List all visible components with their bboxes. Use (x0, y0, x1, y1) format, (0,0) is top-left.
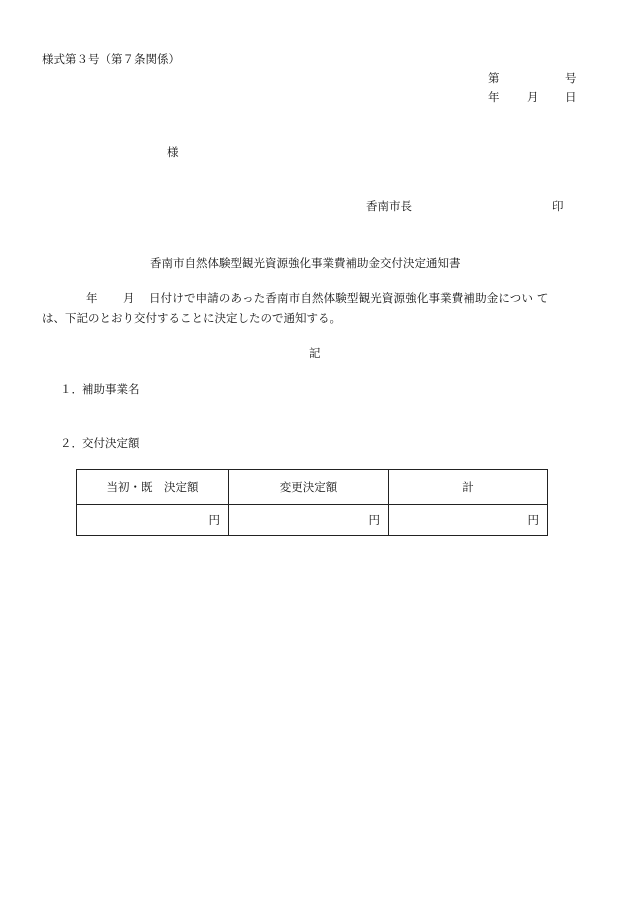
form-label: 様式第３号（第７条関係） (42, 52, 180, 66)
total-amount-cell: 円 (389, 505, 548, 536)
header-initial-decided-amount: 当初・既 決定額 (77, 470, 229, 505)
item-1-number: １． (60, 382, 83, 396)
changed-amount-cell: 円 (229, 505, 389, 536)
body-paragraph-line-2: は、下記のとおり交付することに決定したので通知する。 (42, 311, 341, 325)
recipient-honorific: 様 (167, 145, 179, 159)
body-month-label: 月 (123, 291, 135, 305)
seal-mark: 印 (552, 199, 564, 213)
date-month-label: 月 (527, 90, 539, 104)
amount-table (76, 469, 548, 536)
date-day-label: 日 (565, 90, 577, 104)
item-1-label: 補助事業名 (82, 382, 140, 396)
sender-title: 香南市長 (366, 199, 412, 213)
document-title: 香南市自然体験型観光資源強化事業費補助金交付決定通知書 (150, 256, 461, 270)
notice-heading: 記 (309, 346, 321, 360)
initial-amount-cell: 円 (77, 505, 229, 536)
body-year-label: 年 (86, 291, 98, 305)
amount-table-header-row (77, 470, 548, 505)
amount-table-value-row (77, 505, 548, 536)
item-2-number: ２． (60, 436, 83, 450)
body-line-1-text: 日付けで申請のあった香南市自然体験型観光資源強化事業費補助金につい て (149, 291, 549, 305)
issue-number-suffix: 号 (565, 71, 577, 85)
header-total: 計 (389, 470, 548, 505)
issue-number-prefix: 第 (488, 71, 500, 85)
date-year-label: 年 (488, 90, 500, 104)
item-2-label: 交付決定額 (82, 436, 140, 450)
header-changed-decided-amount: 変更決定額 (229, 470, 389, 505)
